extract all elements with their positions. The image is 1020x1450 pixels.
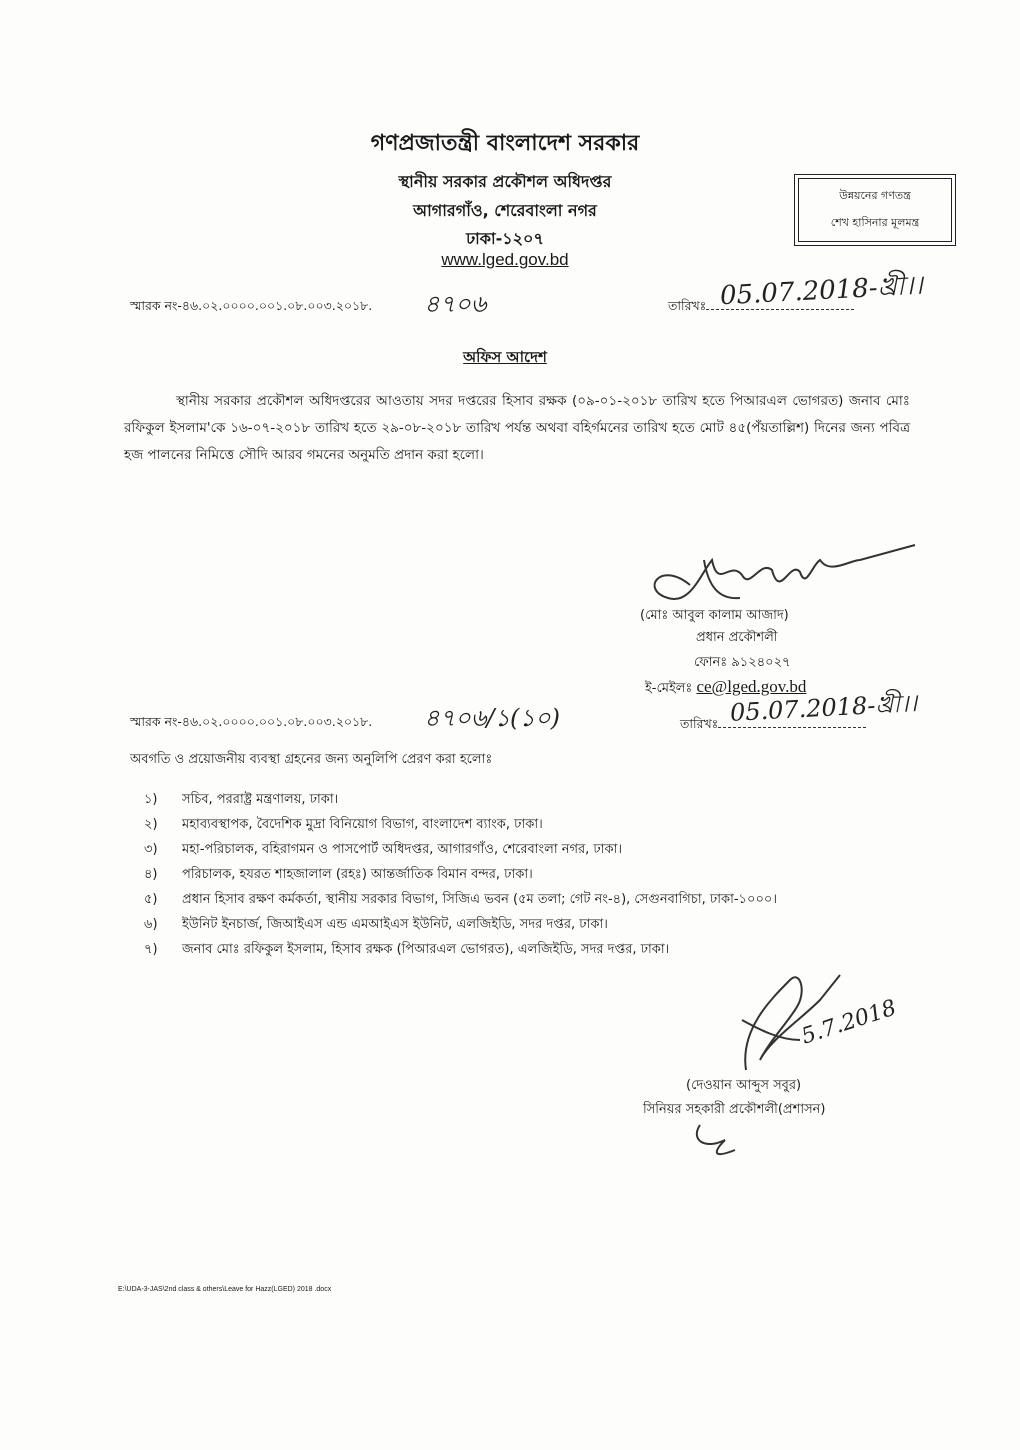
date-label-text-1: তারিখঃ	[668, 298, 707, 313]
handwritten-memo-number-2: ৪৭০৬/১(১০)	[424, 704, 560, 732]
department-name: স্থানীয় সরকার প্রকৌশল অধিদপ্তর	[398, 172, 612, 191]
handwritten-date-1: 05.07.2018-খ্রী।।	[719, 270, 924, 312]
list-item-number: ৪)	[144, 867, 158, 882]
list-item-text: প্রধান হিসাব রক্ষণ কর্মকর্তা, স্থানীয় সরকার বিভাগ, সিজিএ ভবন (৫ম তলা; গেট নং-৪), সেগুনবাগিচা, ঢাকা-১০০০।	[182, 892, 777, 907]
signatory-1-name: (মোঃ আবুল কালাম আজাদ)	[640, 608, 789, 623]
date-label-text-2: তারিখঃ	[680, 716, 719, 731]
handwritten-memo-number-1: ৪৭০৬	[424, 290, 487, 318]
list-item	[144, 888, 924, 911]
address-line-1: আগারগাঁও, শেরেবাংলা নগর	[413, 201, 597, 220]
memo-reference-1: স্মারক নং-৪৬.০২.০০০০.০০১.০৮.০০৩.২০১৮.	[130, 298, 373, 313]
order-heading	[0, 346, 1010, 371]
list-item-number: ৬)	[144, 917, 158, 932]
list-item	[144, 838, 924, 861]
list-item-text: সচিব, পররাষ্ট্র মন্ত্রণালয়, ঢাকা।	[182, 792, 339, 807]
email-label: ই-মেইলঃ	[645, 681, 697, 696]
list-item-number: ৫)	[144, 892, 158, 907]
list-item	[144, 938, 924, 961]
signatory-1-phone: ফোনঃ ৯১২৪০২৭	[694, 655, 791, 670]
signatory-1-designation: প্রধান প্রকৌশলী	[696, 630, 778, 645]
signatory-2-name: (দেওয়ান আব্দুস সবুর)	[686, 1078, 802, 1093]
motto-box	[798, 178, 952, 242]
memo-reference-2: স্মারক নং-৪৬.০২.০০০০.০০১.০৮.০০৩.২০১৮.	[130, 714, 373, 729]
list-item-number: ১)	[144, 792, 158, 807]
list-item-text: পরিচালক, হযরত শাহজালাল (রহঃ) আন্তর্জাতিক বিমান বন্দর, ঢাকা।	[182, 867, 533, 882]
list-item-number: ৩)	[144, 842, 158, 857]
list-item-number: ৭)	[144, 942, 158, 957]
handwritten-date-2: 05.07.2018-খ্রী।।	[729, 689, 918, 727]
file-path-footer: E:\UDA-3-JAS\2nd class & others\Leave for Hazz(LGED) 2018 .docx	[118, 1286, 332, 1293]
order-heading-text: অফিস আদেশ	[463, 348, 547, 366]
list-item-text: জনাব মোঃ রফিকুল ইসলাম, হিসাব রক্ষক (পিআরএল ভোগরত), এলজিইডি, সদর দপ্তর, ঢাকা।	[182, 942, 670, 957]
list-item-text: মহাব্যবস্থাপক, বৈদেশিক মুদ্রা বিনিয়োগ বিভাগ, বাংলাদেশ ব্যাংক, ঢাকা।	[182, 817, 543, 832]
government-title: গণপ্রজাতন্ত্রী বাংলাদেশ সরকার	[370, 131, 640, 156]
list-item	[144, 788, 924, 811]
website-link[interactable]: www.lged.gov.bd	[441, 250, 569, 269]
list-item-text: ইউনিট ইনচার্জ, জিআইএস এন্ড এমআইএস ইউনিট, এলজিইডি, সদর দপ্তর, ঢাকা।	[182, 917, 608, 932]
copy-intro: অবগতি ও প্রয়োজনীয় ব্যবস্থা গ্রহনের জন্য অনুলিপি প্রেরণ করা হলোঃ	[130, 752, 493, 767]
handwritten-signature-date: 5.7.2018	[798, 995, 900, 1050]
list-item-number: ২)	[144, 817, 158, 832]
order-body: স্থানীয় সরকার প্রকৌশল অধিদপ্তরের আওতায় সদর দপ্তরের হিসাব রক্ষক (০৯-০১-২০১৮ তারিখ হতে পিআরএল ভোগরত) জনাব মোঃ রফিকুল ইসলাম'কে ১৬-০৭-২০১৮ তারিখ হতে ২৯-০৮-২০১৮ তারিখ পর্যন্ত অথবা বহির্গমনের তারিখ হতে মোট ৪৫(পঁয়তাল্লিশ) দিনের জন্য পবিত্র হজ পালনের নিমিত্তে সৌদি আরব গমনের অনুমতি প্রদান করা হলো।	[124, 393, 910, 463]
motto-line-1: উন্নয়নের গণতন্ত্র	[839, 189, 911, 202]
list-item	[144, 813, 924, 836]
motto-line-2: শেখ হাসিনার মূলমন্ত্র	[830, 216, 920, 229]
list-item-text: মহা-পরিচালক, বহিরাগমন ও পাসপোর্ট অধিদপ্তর, আগারগাঁও, শেরেবাংলা নগর, ঢাকা।	[182, 842, 623, 857]
list-item	[144, 863, 924, 886]
copy-list	[144, 788, 924, 963]
signatory-2-designation: সিনিয়র সহকারী প্রকৌশলী(প্রশাসন)	[643, 1102, 826, 1117]
list-item	[144, 913, 924, 936]
email-link[interactable]: ce@lged.gov.bd	[696, 677, 807, 696]
address-line-2: ঢাকা-১২০৭	[466, 229, 544, 248]
